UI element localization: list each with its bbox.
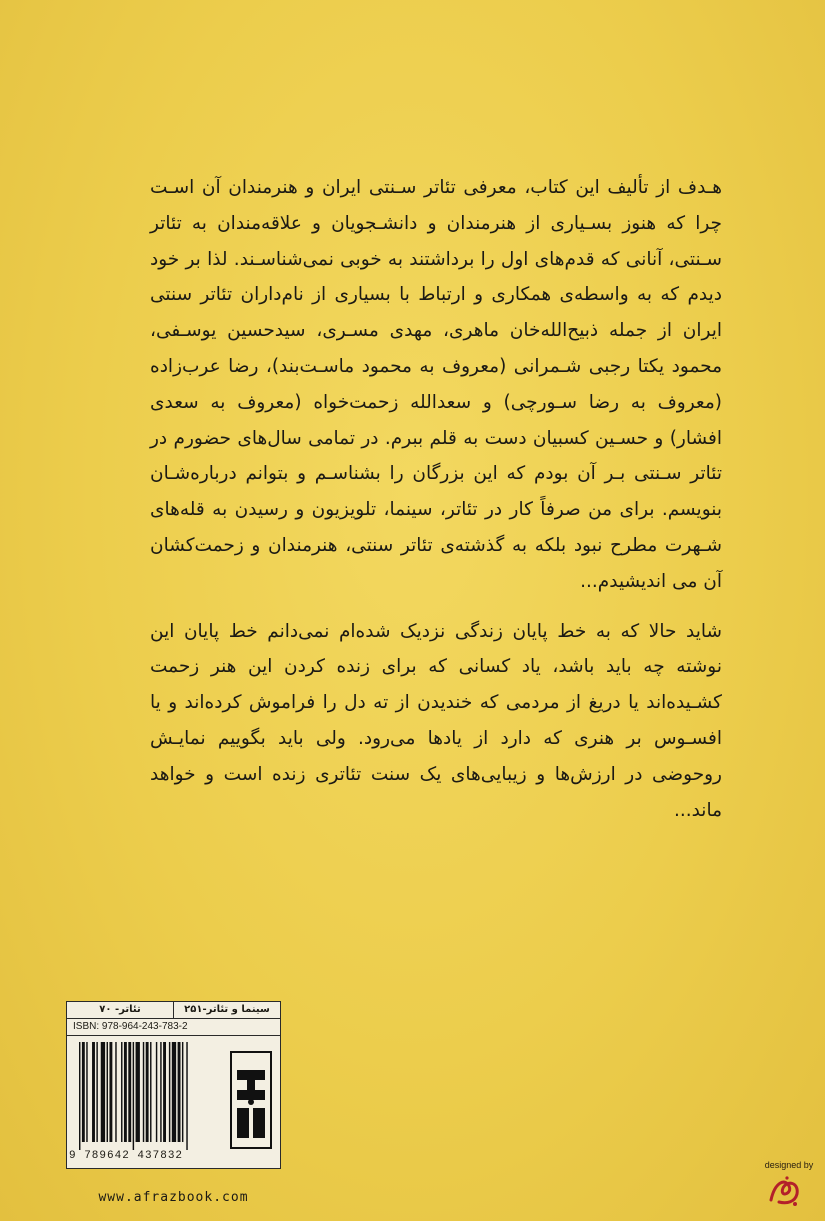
series-label-theatre: تئاتر- ۷۰ bbox=[67, 1002, 174, 1018]
blurb-paragraph-2: شاید حالا که به خط پایان زندگی نزدیک شده‌ام نمی‌دانم خط پایان این نوشته چه باید باشد، یاد کسانی که برای زنده کردن این هنر زحمت کشـیده‌اند یا دریغ از مردمی که خندیدن از ته دل را فراموش کرده‌اند و یا افسـوس بر هنری که دارد از یادها می‌رود. ولی باید بگوییم نمایـش روحوضی در ارزش‌ها و زیبایی‌های یک سنت تئاتری زنده است و خواهد ماند... bbox=[150, 620, 722, 821]
designer-signature-icon bbox=[765, 1172, 805, 1210]
website-url: www.afrazbook.com bbox=[98, 1190, 249, 1205]
isbn-number: ISBN: 978-964-243-783-2 bbox=[67, 1019, 280, 1036]
isbn-barcode-box bbox=[66, 1001, 281, 1169]
barcode-digits: 9 789642 437832 bbox=[69, 1150, 184, 1162]
blurb-paragraph-1: هـدف از تألیف این کتاب، معرفی تئاتر سـنتی ایران و هنرمندان آن اسـت چرا که هنوز بسـیاری از هنرمندان و دانشـجویان و علاقه‌مندان به تئاتر سـنتی، آنانی که قدم‌های اول را برداشتند به خوبی نمی‌شناسـند. لذا بر خود دیدم که به واسطه‌ی همکاری و ارتباط با بسیاری از نام‌داران تئاتر سنتی ایران از جمله ذبیح‌الله‌خان ماهری، مهدی مسـری، سیدحسین یوسـفی، محمود یکتا رجبی شـمرانی (معروف به محمود ماسـت‌بند)، رضا عرب‌زاده (معروف به رضا سـورچی) و سعدالله زحمت‌خواه (معروف به سعدی افشار) و حسـین کسبیان دست به قلم ببرم. در تمامی سال‌های حضورم در تئاتر سـنتی بـر آن بودم که این بزرگان را بشناسـم و بتوانم درباره‌شـان بنویسم. برای من صرفاً کار در تئاتر، سینما، تلویزیون و رسیدن به قله‌های شـهرت مطرح نبود بلکه به گذشته‌ی تئاتر سنتی، هنرمندان و زحمت‌کشان آن می اندیشیدم... bbox=[150, 177, 722, 592]
series-row bbox=[67, 1002, 280, 1019]
barcode-icon bbox=[75, 1042, 225, 1152]
series-label-cinema-theatre: سینما و تئاتر-۲۵۱ bbox=[184, 1004, 270, 1015]
publisher-logo-icon bbox=[229, 1050, 273, 1150]
blurb-text bbox=[150, 170, 722, 828]
designed-by-label: designed by bbox=[764, 1160, 814, 1170]
barcode-area bbox=[67, 1036, 280, 1166]
